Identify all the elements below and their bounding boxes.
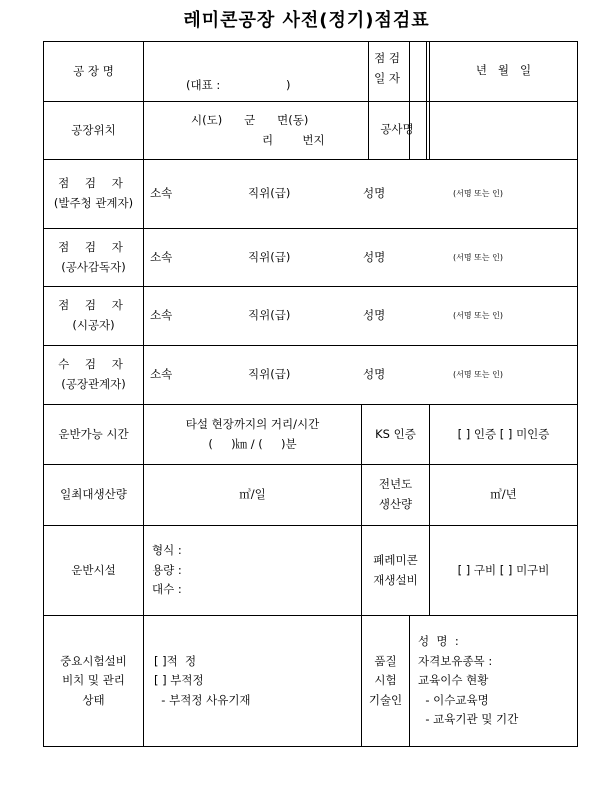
sign-hint: (서명 또는 인) [453, 189, 503, 199]
inspector-label-3-title: 점 검 자 [58, 298, 129, 313]
name-label: 성명 [363, 308, 386, 323]
transport-facility-label: 운반시설 [44, 526, 144, 616]
position-label: 직위(급) [248, 249, 291, 264]
project-name-field[interactable] [430, 102, 578, 160]
recycle-facility-label [362, 526, 430, 616]
position-label: 직위(급) [248, 367, 291, 382]
qc-label-line2: 시험 [374, 673, 397, 688]
qc-name-label: 성 명 : [418, 634, 459, 649]
inadequate-reason-note: - 부적정 사유기재 [154, 692, 251, 707]
sign-hint: (서명 또는 인) [453, 252, 503, 262]
inspector-label-1-role: (발주청 관계자) [53, 196, 134, 210]
inspect-date-label-line2: 일 자 [374, 71, 400, 85]
facility-type-label: 형식 : [152, 543, 182, 558]
inspectee-label-role: (공장관계자) [61, 377, 126, 391]
inspector-sign-row-3[interactable] [144, 287, 578, 346]
prev-year-label-line1: 전년도 [378, 477, 413, 492]
divider-line [426, 41, 427, 159]
qc-label-line1: 품질 [374, 653, 397, 668]
inspection-form-table [43, 41, 578, 747]
name-label: 성명 [363, 367, 386, 382]
position-label: 직위(급) [248, 308, 291, 323]
sign-hint: (서명 또는 인) [453, 370, 503, 380]
daily-production-field[interactable]: ㎥/일 [144, 465, 362, 526]
qc-course-label: - 이수교육명 [418, 692, 489, 707]
test-equipment-label-line2: 비치 및 관리 [62, 673, 125, 688]
qc-engineer-field[interactable] [410, 616, 578, 747]
project-label: 공사명 [380, 122, 414, 136]
position-label: 직위(급) [248, 186, 291, 201]
address-line-2: 리 번지 [262, 132, 325, 147]
divider-line [368, 41, 369, 159]
test-equipment-label-line3: 상태 [82, 692, 105, 707]
affiliation-label: 소속 [150, 308, 173, 323]
transport-time-values: ( )㎞ / ( )분 [208, 436, 297, 451]
transport-time-desc: 타설 현장까지의 거리/시간 [185, 416, 320, 431]
test-equipment-status-field[interactable] [144, 616, 362, 747]
ks-options[interactable]: [ ] 인증 [ ] 미인증 [430, 405, 578, 465]
recycle-label-line1: 폐레미콘 [373, 552, 418, 567]
inspector-label-1 [44, 160, 144, 229]
qc-institution-label: - 교육기관 및 기간 [418, 712, 519, 727]
date-value: 년 월 일 [475, 63, 532, 77]
recycle-label-line2: 재생설비 [373, 572, 418, 587]
inspector-sign-row-1[interactable] [144, 160, 578, 229]
daily-max-production-label: 일최대생산량 [44, 465, 144, 526]
name-label: 성명 [363, 186, 386, 201]
inspectee-sign-row[interactable] [144, 346, 578, 405]
qc-engineer-label [362, 616, 410, 747]
test-equipment-label [44, 616, 144, 747]
qc-education-label: 교육이수 현황 [418, 673, 489, 688]
inspector-label-2-title: 점 검 자 [58, 239, 129, 254]
inspectee-label [44, 346, 144, 405]
facility-count-label: 대수 : [152, 582, 182, 597]
inspectee-label-title: 수 검 자 [58, 357, 129, 372]
prev-year-production-label [362, 465, 430, 526]
inspector-label-3 [44, 287, 144, 346]
transport-time-field[interactable] [144, 405, 362, 465]
qc-label-line3: 기술인 [368, 692, 403, 707]
affiliation-label: 소속 [150, 367, 173, 382]
facility-capacity-label: 용량 : [152, 562, 182, 577]
inspector-label-2-role: (공사감독자) [61, 259, 126, 274]
yearly-production-field[interactable]: ㎥/년 [430, 465, 578, 526]
inspector-label-3-role: (시공자) [72, 318, 115, 332]
inspector-label-1-title: 점 검 자 [58, 176, 129, 191]
representative-text: (대표 : ) [186, 77, 291, 92]
recycle-options[interactable]: [ ] 구비 [ ] 미구비 [430, 526, 578, 616]
name-label: 성명 [363, 249, 386, 264]
page-title: 레미콘공장 사전(정기)점검표 [183, 10, 430, 31]
transport-facility-field[interactable] [144, 526, 362, 616]
ks-label: KS 인증 [362, 405, 430, 465]
affiliation-label: 소속 [150, 186, 173, 201]
prev-year-label-line2: 생산량 [378, 497, 413, 511]
qc-qualification-label: 자격보유종목 : [418, 653, 493, 668]
option-inadequate[interactable]: [ ] 부적정 [154, 673, 204, 688]
sign-hint: (서명 또는 인) [453, 311, 503, 321]
option-adequate[interactable]: [ ]적 정 [154, 653, 197, 668]
address-line-1: 시(도) 군 면(동) [191, 112, 309, 127]
affiliation-label: 소속 [150, 249, 173, 264]
transport-time-label: 운반가능 시간 [44, 405, 144, 465]
inspector-sign-row-2[interactable] [144, 229, 578, 287]
inspect-date-label [368, 48, 406, 88]
factory-name-label: 공 장 명 [44, 42, 144, 102]
inspect-date-label-line1: 점 검 [374, 51, 400, 65]
test-equipment-label-line1: 중요시험설비 [60, 653, 127, 668]
location-label: 공장위치 [44, 102, 144, 160]
inspector-label-2 [44, 229, 144, 287]
